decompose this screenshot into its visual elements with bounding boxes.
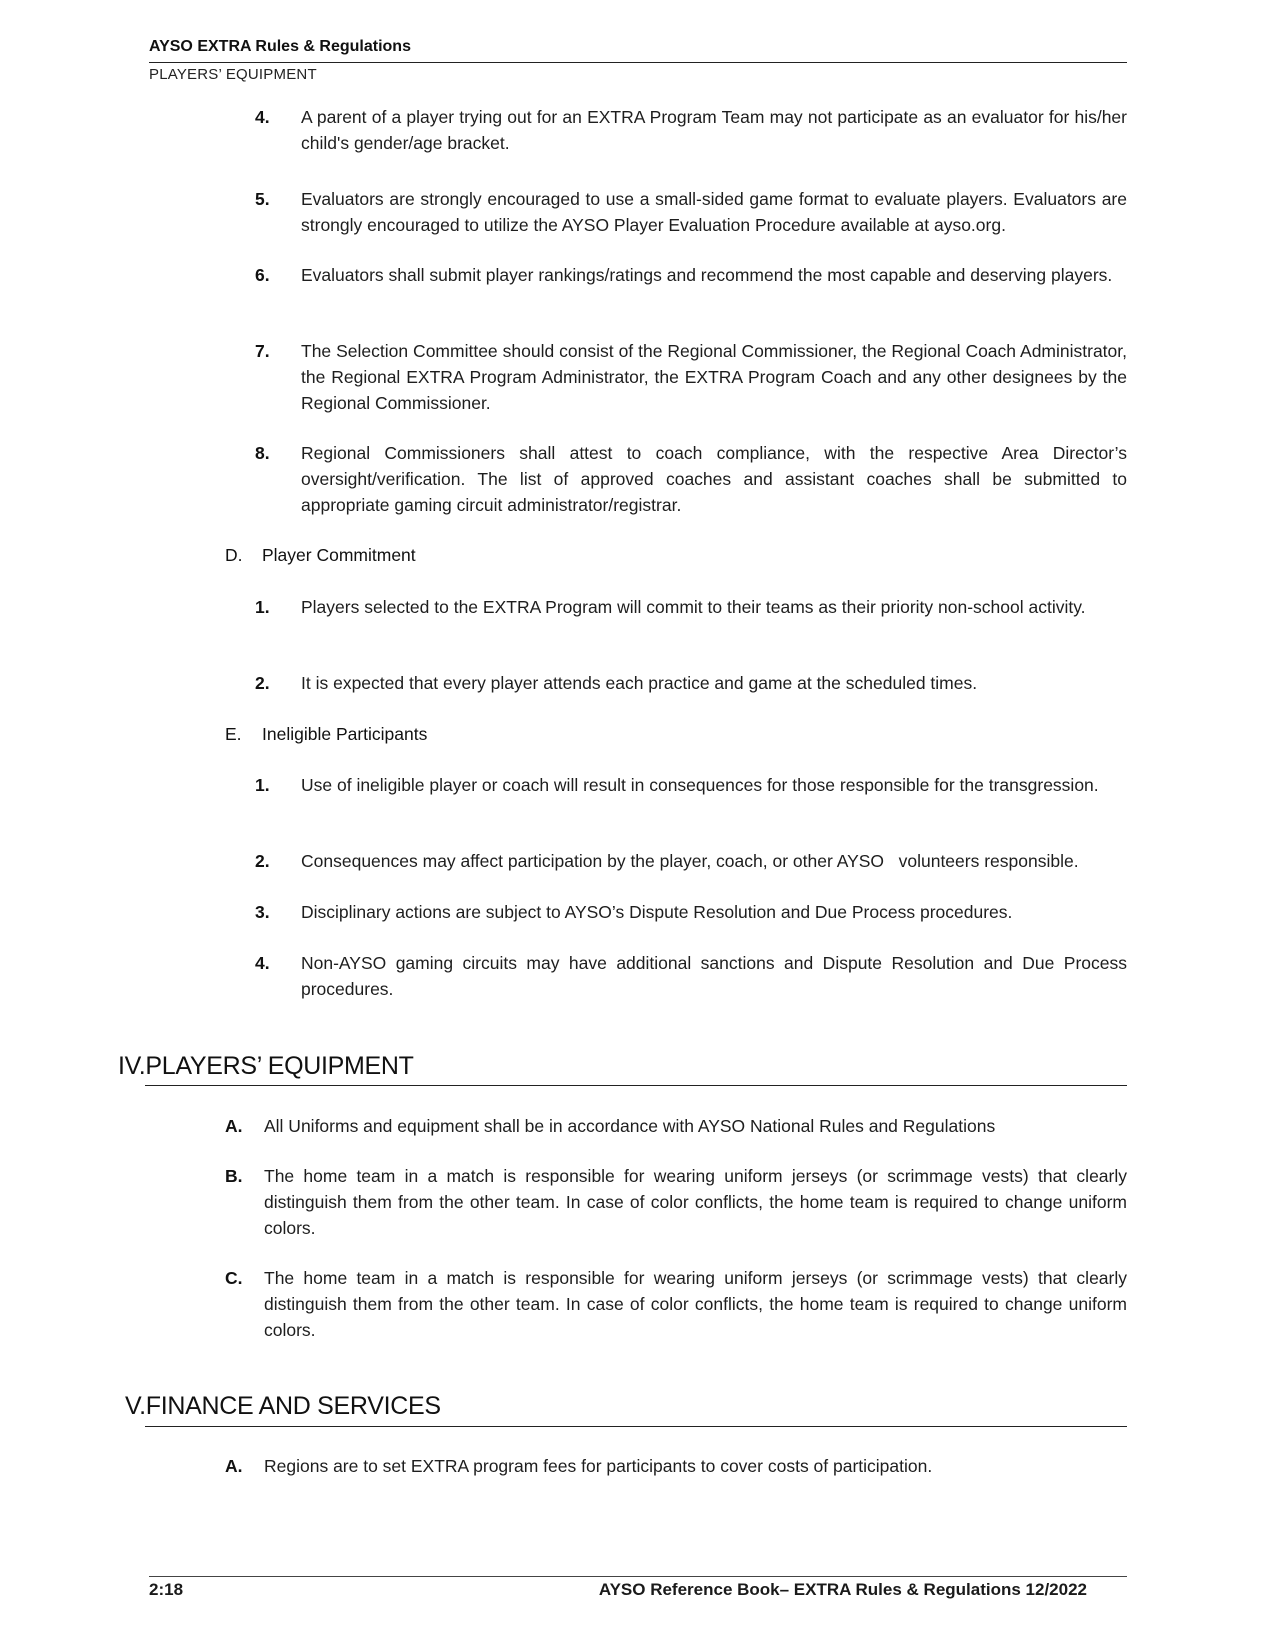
item-letter: C. [225,1268,243,1288]
header-rule [149,62,1127,63]
item-text: Consequences may affect participation by the player, coach, or other AYSO volunteers responsible. [301,851,1079,871]
item-number: 1. [255,775,270,795]
section-rule [145,1085,1127,1086]
item-text: The home team in a match is responsible for wearing uniform jerseys (or scrimmage vests) that clearly distinguish them from the other team. In case of color conflicts, the home team is required to change uniform colors. [264,1268,1127,1340]
item-number: 6. [255,265,270,285]
footer-document-title: AYSO Reference Book– EXTRA Rules & Regulations 12/2022 [598,1580,1087,1599]
item-text: The home team in a match is responsible for wearing uniform jerseys (or scrimmage vests) that clearly distinguish them from the other team. In case of color conflicts, the home team is required to change uniform colors. [264,1166,1127,1238]
item-text: Disciplinary actions are subject to AYSO’s Dispute Resolution and Due Process procedures. [301,902,1013,922]
footer-rule [149,1576,1127,1577]
item-number: 2. [255,673,270,693]
subsection-letter: D. [225,545,243,565]
document-header-section: PLAYERS’ EQUIPMENT [149,66,317,83]
item-number: 3. [255,902,270,922]
item-text: All Uniforms and equipment shall be in accordance with AYSO National Rules and Regulations [264,1116,996,1136]
item-text: The Selection Committee should consist of the Regional Commissioner, the Regional Coach Administrator, the Regional EXTRA Program Administrator, the EXTRA Program Coach and any other designees by the Regional Commissioner. [301,341,1127,413]
item-letter: B. [225,1166,243,1186]
page-number: 2:18 [149,1580,184,1599]
item-text: Players selected to the EXTRA Program will commit to their teams as their priority non-school activity. [301,597,1086,617]
item-number: 1. [255,597,270,617]
item-letter: A. [225,1116,243,1136]
item-text: Evaluators shall submit player rankings/ratings and recommend the most capable and deserving players. [301,265,1113,285]
item-number: 4. [255,107,270,127]
item-text: Use of ineligible player or coach will result in consequences for those responsible for the transgression. [301,775,1099,795]
item-number: 2. [255,851,270,871]
section-heading-finance-and-services: V.FINANCE AND SERVICES [125,1392,441,1420]
item-text: Regions are to set EXTRA program fees for participants to cover costs of participation. [264,1456,933,1476]
item-text: Regional Commissioners shall attest to coach compliance, with the respective Area Director’s oversight/verification. The list of approved coaches and assistant coaches shall be submitted to appropriate gaming circuit administrator/registrar. [301,443,1127,515]
subsection-letter: E. [225,724,242,744]
subsection-title: Player Commitment [262,545,416,565]
section-heading-players-equipment: IV.PLAYERS’ EQUIPMENT [118,1052,414,1080]
item-number: 7. [255,341,270,361]
item-number: 8. [255,443,270,463]
item-text: A parent of a player trying out for an EXTRA Program Team may not participate as an evaluator for his/her child's gender/age bracket. [301,107,1127,153]
section-rule [145,1426,1127,1427]
item-number: 5. [255,189,270,209]
item-letter: A. [225,1456,243,1476]
item-text: Evaluators are strongly encouraged to use a small-sided game format to evaluate players. Evaluators are strongly encouraged to utilize the AYSO Player Evaluation Procedure available at ayso.org. [301,189,1127,235]
subsection-title: Ineligible Participants [262,724,428,744]
item-text: It is expected that every player attends each practice and game at the scheduled times. [301,673,978,693]
item-number: 4. [255,953,270,973]
item-text: Non-AYSO gaming circuits may have additional sanctions and Dispute Resolution and Due Process procedures. [301,953,1127,999]
document-header-title: AYSO EXTRA Rules & Regulations [149,38,411,55]
